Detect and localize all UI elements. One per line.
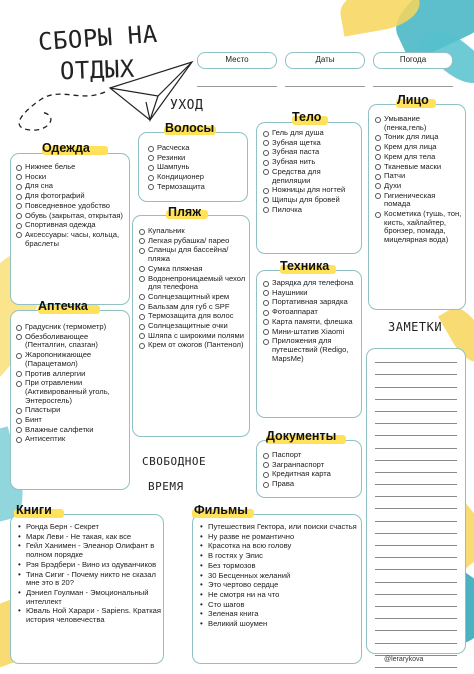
notes-line — [375, 436, 457, 448]
films-item: • В гостях у Элис — [199, 552, 359, 561]
pharmacy-item[interactable]: Влажные салфетки — [16, 426, 127, 435]
credit-text: @lerarykova — [384, 656, 424, 663]
dates-field[interactable] — [285, 52, 365, 69]
notes-line — [375, 363, 457, 375]
notes-line — [375, 607, 457, 619]
films-item: • Красотка на всю голову — [199, 542, 359, 551]
pharmacy-section — [10, 310, 130, 490]
pharmacy-title: Аптечка — [38, 299, 88, 313]
notes-line — [375, 461, 457, 473]
beach-item[interactable]: Легкая рубашка/ парео — [139, 237, 247, 246]
pharmacy-item[interactable]: Бинт — [16, 416, 127, 425]
films-item: • 30 Бесценных желаний — [199, 572, 359, 581]
documents-list — [263, 451, 359, 490]
books-item: • Юваль Ной Харари - Sapiens. Краткая история человечества — [17, 607, 161, 624]
body-item[interactable]: Зубная нить — [263, 158, 359, 167]
tech-title: Техника — [280, 259, 330, 273]
dates-label: Даты — [315, 55, 335, 64]
pharmacy-list — [16, 323, 127, 445]
notes-line — [375, 449, 457, 461]
body-item[interactable]: Гель для душа — [263, 129, 359, 138]
notes-line — [375, 546, 457, 558]
documents-item[interactable]: Права — [263, 480, 359, 489]
books-section — [10, 514, 164, 664]
films-item: • Ну разве не романтично — [199, 533, 359, 542]
notes-line — [375, 631, 457, 643]
notes-line — [375, 583, 457, 595]
pharmacy-item[interactable]: Жаропонижающее (Парацетамол) — [16, 351, 127, 368]
notes-line — [375, 473, 457, 485]
notes-line — [375, 485, 457, 497]
notes-line — [375, 412, 457, 424]
tech-section — [256, 270, 362, 418]
films-section — [192, 514, 362, 664]
films-item: • Не смотря ни на что — [199, 591, 359, 600]
hair-list — [148, 144, 245, 193]
notes-line — [375, 644, 457, 656]
body-section — [256, 122, 362, 254]
body-item[interactable]: Зубная паста — [263, 148, 359, 157]
films-item: • Великий шоумен — [199, 620, 359, 629]
books-item: • Рэя Брэдбери - Вино из одуванчиков — [17, 561, 161, 570]
notes-line — [375, 509, 457, 521]
notes-line — [375, 497, 457, 509]
face-item[interactable]: Тканевые маски — [375, 163, 463, 172]
beach-item[interactable]: Крем от ожогов (Пантенол) — [139, 341, 247, 350]
beach-title: Пляж — [168, 205, 202, 219]
books-title: Книги — [16, 503, 52, 517]
care-heading: УХОД — [170, 98, 204, 113]
clothes-item[interactable]: Спортивная одежда — [16, 221, 127, 230]
hair-item[interactable]: Кондиционер — [148, 173, 245, 182]
tech-item[interactable]: Наушники — [263, 289, 359, 298]
free-time-heading-line2: ВРЕМЯ — [148, 480, 184, 493]
beach-list — [139, 227, 247, 351]
body-item[interactable]: Щипцы для бровей — [263, 196, 359, 205]
weather-write-line — [373, 86, 453, 87]
weather-label: Погода — [399, 55, 427, 64]
body-item[interactable]: Ножницы для ногтей — [263, 186, 359, 195]
tech-item[interactable]: Карта памяти, флешка — [263, 318, 359, 327]
hair-item[interactable]: Расческа — [148, 144, 245, 153]
films-item: • Это чертово сердце — [199, 581, 359, 590]
notes-line — [375, 388, 457, 400]
books-item: • Тина Сигиг - Почему никто не сказал мне это в 20? — [17, 571, 161, 588]
books-item: • Дэниел Гоулман - Эмоциональный интеллект — [17, 589, 161, 606]
weather-field[interactable] — [373, 52, 453, 69]
pharmacy-item[interactable]: Против аллергии — [16, 370, 127, 379]
clothes-item[interactable]: Аксессуары: часы, кольца, браслеты — [16, 231, 127, 248]
face-title: Лицо — [397, 93, 429, 107]
face-section — [368, 104, 466, 310]
documents-section — [256, 440, 362, 498]
beach-item[interactable]: Солнцезащитные очки — [139, 322, 247, 331]
pharmacy-item[interactable]: Антисептик — [16, 435, 127, 444]
face-item[interactable]: Тоник для лица — [375, 133, 463, 142]
face-item[interactable]: Патчи — [375, 172, 463, 181]
notes-line — [375, 375, 457, 387]
place-label: Место — [225, 55, 249, 64]
face-item[interactable]: Крем для лица — [375, 143, 463, 152]
clothes-item[interactable]: Для сна — [16, 182, 127, 191]
tech-item[interactable]: Приложения для путешествий (Redigo, MapsMe) — [263, 337, 359, 363]
notes-line — [375, 595, 457, 607]
books-list — [17, 523, 161, 626]
tech-item[interactable]: Фотоаппарат — [263, 308, 359, 317]
clothes-item[interactable]: Носки — [16, 173, 127, 182]
face-item[interactable]: Крем для тела — [375, 153, 463, 162]
body-item[interactable]: Зубная щетка — [263, 139, 359, 148]
hair-item[interactable]: Резинки — [148, 154, 245, 163]
notes-line — [375, 522, 457, 534]
films-item: • Путешествия Гектора, или поиски счастья — [199, 523, 359, 532]
books-item: • Гейл Ханимен - Элеанор Олифант в полном порядке — [17, 542, 161, 559]
tech-item[interactable]: Зарядка для телефона — [263, 279, 359, 288]
body-title: Тело — [292, 110, 322, 124]
beach-item[interactable]: Солнцезащитный крем — [139, 293, 247, 302]
beach-item[interactable]: Купальник — [139, 227, 247, 236]
body-list — [263, 129, 359, 215]
notes-line — [375, 534, 457, 546]
notes-line — [375, 570, 457, 582]
beach-item[interactable]: Шляпа с широкими полями — [139, 332, 247, 341]
tech-item[interactable]: Мини-штатив Xiaomi — [263, 328, 359, 337]
beach-section — [132, 215, 250, 437]
beach-item[interactable]: Термозащита для волос — [139, 312, 247, 321]
notes-lines — [375, 351, 457, 668]
tech-list — [263, 279, 359, 364]
face-item[interactable]: Гигиеническая помада — [375, 192, 463, 209]
face-item[interactable]: Косметика (тушь, тон, кисть, хайлайтер, бронзер, помада, мицелярная вода) — [375, 210, 463, 245]
books-item: • Ронда Берн - Секрет — [17, 523, 161, 532]
pharmacy-item[interactable]: Обезболивающее (Пенталгин, спазган) — [16, 333, 127, 350]
notes-heading: ЗАМЕТКИ — [388, 320, 443, 334]
face-item[interactable]: Духи — [375, 182, 463, 191]
hair-item[interactable]: Шампунь — [148, 163, 245, 172]
clothes-item[interactable]: Повседневное удобство — [16, 202, 127, 211]
books-item: • Марк Леви - Не такая, как все — [17, 533, 161, 542]
page-title-line1: СБОРЫ НА — [37, 19, 159, 57]
notes-line — [375, 424, 457, 436]
beach-item[interactable]: Водонепроницаемый чехол для телефона — [139, 275, 247, 292]
documents-title: Документы — [266, 429, 337, 443]
films-list — [199, 523, 359, 630]
face-list — [375, 115, 463, 246]
page-title-line2: ОТДЫХ — [59, 54, 136, 86]
clothes-title: Одежда — [42, 141, 90, 155]
clothes-section — [10, 153, 130, 305]
face-item[interactable]: Умывание (пенка,гель) — [375, 115, 463, 132]
clothes-item[interactable]: Нижнее белье — [16, 163, 127, 172]
clothes-list — [16, 163, 127, 249]
beach-item[interactable]: Сумка пляжная — [139, 265, 247, 274]
dates-write-line — [285, 86, 365, 87]
notes-line — [375, 351, 457, 363]
films-item: • Сто шагов — [199, 601, 359, 610]
notes-line — [375, 619, 457, 631]
pharmacy-item[interactable]: Градусник (термометр) — [16, 323, 127, 332]
hair-section — [138, 132, 248, 202]
films-item: • Без тормозов — [199, 562, 359, 571]
notes-line — [375, 400, 457, 412]
beach-item[interactable]: Сланцы для бассейна/пляжа — [139, 246, 247, 263]
place-write-line — [197, 86, 277, 87]
hair-item[interactable]: Термозащита — [148, 183, 245, 192]
free-time-heading-line1: СВОБОДНОЕ — [142, 455, 207, 468]
films-item: • Зеленая книга — [199, 610, 359, 619]
notes-line — [375, 558, 457, 570]
beach-item[interactable]: Бальзам для губ с SPF — [139, 303, 247, 312]
clothes-item[interactable]: Для фотографий — [16, 192, 127, 201]
place-field[interactable] — [197, 52, 277, 69]
notes-section[interactable] — [366, 348, 466, 654]
documents-item[interactable]: Загранпаспорт — [263, 461, 359, 470]
hair-title: Волосы — [165, 121, 215, 135]
pharmacy-item[interactable]: Пластыри — [16, 406, 127, 415]
body-item[interactable]: Средства для депиляции — [263, 168, 359, 185]
films-title: Фильмы — [194, 503, 248, 517]
body-item[interactable]: Пилочка — [263, 206, 359, 215]
clothes-item[interactable]: Обувь (закрытая, открытая) — [16, 212, 127, 221]
documents-item[interactable]: Кредитная карта — [263, 470, 359, 479]
tech-item[interactable]: Портативная зарядка — [263, 298, 359, 307]
pharmacy-item[interactable]: При отравлении (Активированный уголь, Энтеросгель) — [16, 379, 127, 405]
documents-item[interactable]: Паспорт — [263, 451, 359, 460]
